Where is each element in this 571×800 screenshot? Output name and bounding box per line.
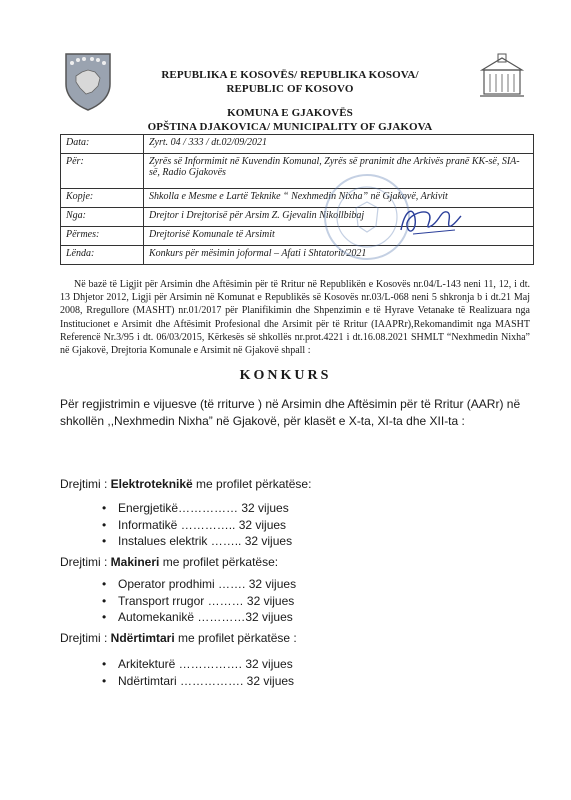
list-item: • Energjetikë…………… 32 vijues [98,500,292,517]
direction-name: Elektroteknikë [110,477,193,491]
direction-suffix: me profilet përkatëse : [174,631,297,645]
list-item: • Automekanikë …………32 vijues [98,609,296,626]
direction-name: Makineri [110,555,160,569]
meta-value: Drejtorisë Komunale të Arsimit [144,227,534,246]
header-republic-english: REPUBLIC OF KOSOVO [226,83,354,95]
direction-name: Ndërtimtari [110,631,175,645]
profile-list-construction [98,656,294,689]
meta-value: Zyrës së Informimit në Kuvendin Komunal, Zyrës së pranimit dhe Arkivës pranë KK-së, SIA-së, Radio Gjakovës [144,154,534,189]
header-municipality-names: OPŠTINA DJAKOVICA/ MUNICIPALITY OF GJAKOVA [147,121,433,133]
header-republic-line: REPUBLIKA E KOSOVËS/ REPUBLIKA KOSOVA/ [161,69,419,81]
meta-key: Nga: [61,208,144,227]
direction-suffix: me profilet përkatëse: [159,555,279,569]
announcement-paragraph: Për regjistrimin e vijuesve (të rriturve ) në Arsimin dhe Aftësimin për të Rritur (AARr) në shkollën ,,Nexhmedin Nixha” në Gjakovë, për klasët e X-ta, XI-ta dhe XII-ta : [60,397,521,428]
list-item: • Ndërtimtari ……………. 32 vijues [98,673,294,690]
legal-basis-paragraph: Në bazë të Ligjit për Arsimin dhe Aftësimin për të Rritur në Republikën e Kosovës nr.04/L-143 neni 11, 12, i dt. 13 Dhjetor 2012, Ligji për Arsimin në Komunat e Republikës së Kosovës nr.03/L-068 neni 5 shkronja b i dt.21 Maj 2008, Rregullore (MASHT) nr.01/2017 për Planifikimin dhe Shpenzimin e të Hyrave Vetanake të Realizuara nga Institucionet e Arsimit dhe Aftësimit Profesional dhe Arsimit për të Rritur (IAAPRr),Rekomandimit nga MASHT Referencë Nr.3/95 i dt. 06/03/2015, Kërkesës së shkollës nr.prot.4221 i dt.16.08.2021 SHMLT “Nexhmedin Nixha” në Gjakovë, Drejtoria Komunale e Arsimit në Gjakovë shpall : [60,279,530,357]
direction-prefix: Drejtimi : [60,477,111,491]
meta-value: Drejtor i Drejtorisë për Arsim Z. Gjevalin Nikollbibaj [144,208,534,227]
meta-key: Kopje: [61,189,144,208]
meta-value: Shkolla e Mesme e Lartë Teknike “ Nexhmedin Nixha” në Gjakovë, Arkivit [144,189,534,208]
direction-heading-mechanics [60,555,278,569]
kosovo-coat-of-arms-icon [62,50,114,112]
list-item: • Informatikë ………….. 32 vijues [98,517,292,534]
meta-key: Përmes: [61,227,144,246]
list-item: • Arkitekturë ……………. 32 vijues [98,656,294,673]
profile-list-electrotechnics [98,500,292,550]
meta-key: Për: [61,154,144,189]
profile-list-mechanics [98,576,296,626]
header-municipality-line: KOMUNA E GJAKOVËS [227,107,353,119]
direction-prefix: Drejtimi : [60,555,111,569]
meta-key: Lënda: [61,246,144,265]
municipality-building-icon [478,52,526,98]
meta-row-subject [61,246,534,265]
page-title: KONKURS [239,368,332,383]
meta-row-to [61,154,534,189]
direction-prefix: Drejtimi : [60,631,111,645]
list-item: • Operator prodhimi ……. 32 vijues [98,576,296,593]
signature-icon [395,200,465,240]
meta-value: Konkurs për mësimin joformal – Afati i Shtatorit/2021 [144,246,534,265]
list-item: • Instalues elektrik …….. 32 vijues [98,533,292,550]
meta-value: Zyrt. 04 / 333 / dt.02/09/2021 [144,135,534,154]
list-item: • Transport rrugor ……… 32 vijues [98,593,296,610]
meta-row-date [61,135,534,154]
direction-suffix: me profilet përkatëse: [192,477,312,491]
meta-key: Data: [61,135,144,154]
direction-heading-construction [60,631,297,645]
direction-heading-electrotechnics [60,477,311,491]
